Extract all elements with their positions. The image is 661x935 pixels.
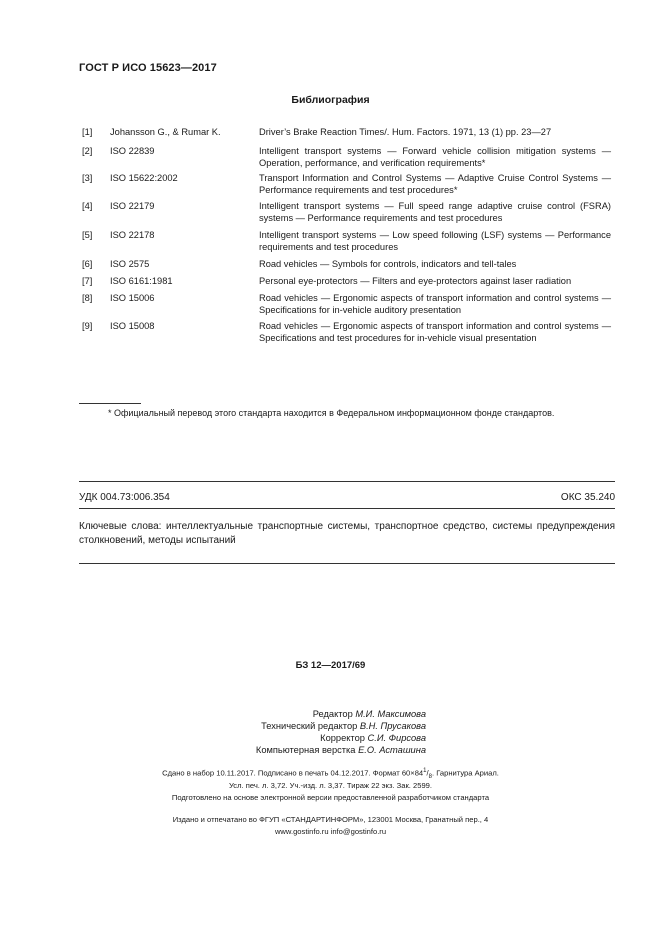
- format-numerator: 1: [423, 768, 427, 774]
- entry-number: [5]: [82, 230, 93, 240]
- entry-reference: ISO 22178: [110, 230, 155, 240]
- entry-number: [2]: [82, 146, 93, 156]
- publishing-font: . Гарнитура Ариал.: [431, 768, 499, 778]
- credit-editor: [313, 709, 426, 719]
- publishing-line-5: www.gostinfo.ru info@gostinfo.ru: [274, 827, 387, 836]
- divider-middle: [79, 508, 615, 509]
- credit-role: Редактор: [312, 709, 353, 719]
- entry-number: [3]: [82, 173, 93, 183]
- document-code: ГОСТ Р ИСО 15623—2017: [79, 62, 217, 74]
- entry-reference: ISO 2575: [110, 259, 150, 269]
- entry-title: Road vehicles — Ergonomic aspects of transport information and control systems — Specifications and test procedures for in-vehicle visual presentation: [259, 321, 611, 343]
- bz-code: БЗ 12—2017/69: [295, 660, 366, 671]
- entry-reference: ISO 15006: [110, 293, 155, 303]
- entry-reference: ISO 22179: [110, 201, 155, 211]
- credit-name: В.Н. Прусакова: [359, 721, 426, 731]
- entry-reference: ISO 15622:2002: [110, 173, 178, 183]
- divider-top: [79, 481, 615, 482]
- publishing-line-1: Сдано в набор 10.11.2017. Подписано в печать 04.12.2017. Формат $60\times 84^1/_8$. Гарнитура Ариал.: [162, 768, 499, 781]
- credit-role: Корректор: [320, 733, 365, 743]
- publishing-line-2: Усл. печ. л. 3,72. Уч.-изд. л. 3,37. Тираж 22 экз. Зак. 2599.: [228, 781, 433, 790]
- entry-title: Road vehicles — Ergonomic aspects of transport information and control systems — Specifications for in-vehicle auditory presentation: [259, 293, 611, 315]
- credit-role: Технический редактор: [261, 721, 358, 731]
- credit-name: Е.О. Асташина: [358, 745, 426, 755]
- entry-title: Road vehicles — Symbols for controls, indicators and tell-tales: [259, 259, 517, 269]
- entry-reference: ISO 15008: [110, 321, 155, 331]
- entry-number: [4]: [82, 201, 93, 211]
- oks-code: ОКС 35.240: [560, 492, 615, 503]
- bibliography-title: Библиография: [291, 94, 370, 106]
- publishing-line-3: Подготовлено на основе электронной версии предоставленной разработчиком стандарта: [171, 793, 490, 802]
- entry-title: Intelligent transport systems — Forward vehicle collision mitigation systems — Operation, performance, and verification requirements*: [259, 146, 611, 168]
- footnote: * Официальный перевод этого стандарта находится в Федеральном информационном фонде стандартов.: [108, 408, 555, 418]
- entry-title: Intelligent transport systems — Full speed range adaptive cruise control (FSRA) systems — Performance requirements and test procedures: [259, 201, 611, 223]
- entry-reference: ISO 6161:1981: [110, 276, 173, 286]
- credit-name: С.И. Фирсова: [367, 733, 426, 743]
- entry-number: [7]: [82, 276, 93, 286]
- entry-title: Transport Information and Control Systems — Adaptive Cruise Control Systems — Performance requirements and test procedures*: [259, 173, 611, 195]
- publishing-line-4: Издано и отпечатано во ФГУП «СТАНДАРТИНФОРМ», 123001 Москва, Гранатный пер., 4: [172, 815, 489, 824]
- entry-number: [1]: [82, 127, 93, 137]
- entry-reference: Johansson G., & Rumar K.: [110, 127, 221, 137]
- entry-title: Driver’s Brake Reaction Times/. Hum. Factors. 1971, 13 (1) pp. 23—27: [259, 127, 552, 137]
- udk-code: УДК 004.73:006.354: [79, 492, 170, 503]
- format-denominator: 8: [428, 774, 432, 781]
- divider-bottom: [79, 563, 615, 564]
- publishing-dates: Сдано в набор 10.11.2017. Подписано в печать 04.12.2017. Формат 60×84: [162, 768, 424, 778]
- credit-name: М.И. Максимова: [355, 709, 426, 719]
- entry-number: [6]: [82, 259, 93, 269]
- footnote-divider: [79, 403, 141, 404]
- entry-number: [9]: [82, 321, 93, 331]
- keywords: Ключевые слова: интеллектуальные транспортные системы, транспортное средство, системы предупреждения столкновений, методы испытаний: [79, 521, 615, 546]
- entry-reference: ISO 22839: [110, 146, 155, 156]
- entry-title: Personal eye-protectors — Filters and eye-protectors against laser radiation: [259, 276, 572, 286]
- entry-title: Intelligent transport systems — Low speed following (LSF) systems — Performance requirements and test procedures: [259, 230, 611, 252]
- credit-technical-editor: [261, 721, 426, 731]
- entry-number: [8]: [82, 293, 93, 303]
- credit-role: Компьютерная верстка: [255, 745, 356, 755]
- credit-layout: [256, 745, 426, 755]
- credit-proofreader: [320, 733, 426, 743]
